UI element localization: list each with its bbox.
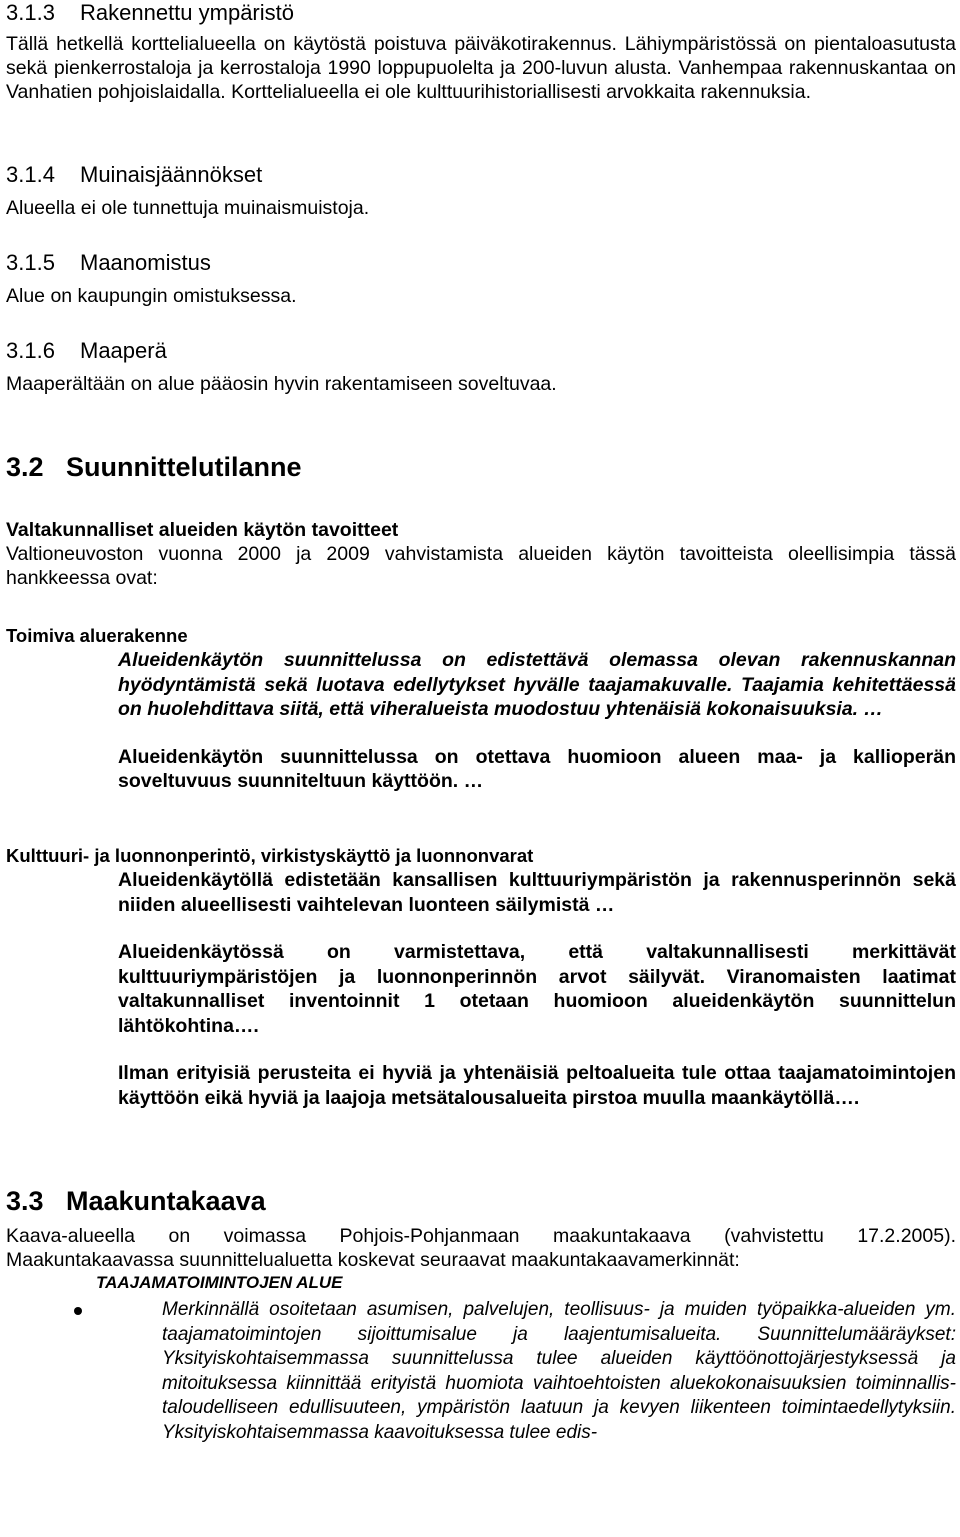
group1-title: Toimiva aluerakenne [6, 625, 188, 646]
bullet-icon [74, 1307, 82, 1315]
paragraph-vat-intro: Valtioneuvoston vuonna 2000 ja 2009 vahvistamista alueiden käytön tavoitteista oleellisimpia tässä hankkeessa ovat: [6, 543, 956, 589]
group2-quote-3: Ilman erityisiä perusteita ei hyviä ja yhtenäisiä peltoalueita tule ottaa taajamatoimintojen käyttöön eikä hyviä ja laajoja metsätalousalueita pirstoa muulla maankäytöllä…. [118, 1062, 956, 1109]
section-3-1-3 [6, 0, 956, 104]
vat-block [6, 518, 956, 590]
section-3-2 [6, 451, 956, 483]
heading-3-1-6: 3.1.6 Maaperä [6, 338, 167, 363]
paragraph-maapera: Maaperältään on alue pääosin hyvin rakentamiseen soveltuvaa. [6, 373, 557, 395]
section-3-3 [6, 1185, 956, 1445]
paragraph-muinais: Alueella ei ole tunnettuja muinaismuistoja. [6, 197, 370, 219]
group2-title: Kulttuuri- ja luonnonperintö, virkistyskäyttö ja luonnonvarat [6, 845, 534, 866]
group2-quote-1: Alueidenkäytöllä edistetään kansallisen kulttuuriympäristön ja rakennusperinnön sekä niiden alueellisesti vaihtelevan luonteen säilymistä … [118, 869, 956, 916]
group-toimiva-aluerakenne [6, 624, 956, 794]
heading-3-1-5: 3.1.5 Maanomistus [6, 250, 211, 275]
group2-quote-2: Alueidenkäytössä on varmistettava, että valtakunnallisesti merkittävät kulttuuriympäristöjen ja luonnonperinnön arvot säilyvät. Viranomaisten laatimat valtakunnalliset inventoinnit 1 otetaan huomioon alueidenkäytön suunnittelun lähtökohtina…. [118, 941, 956, 1037]
group1-quote-1: Alueidenkäytön suunnittelussa on edistettävä olemassa olevan rakennuskannan hyödyntämistä sekä luotava edellytykset hyvälle taajamakuvalle. Taajamia kehitettäessä on huolehdittava siitä, että viheralueista muodostuu yhtenäisiä kokonaisuuksia. … [118, 649, 956, 720]
group-kulttuuri [6, 844, 956, 1110]
section-3-1-6 [6, 338, 956, 396]
heading-3-2: 3.2 Suunnittelutilanne [6, 452, 302, 482]
subheading-vat: Valtakunnalliset alueiden käytön tavoitteet [6, 519, 399, 541]
group1-quote-2: Alueidenkäytön suunnittelussa on otettava huomioon alueen maa- ja kallioperän soveltuvuus suunniteltuun käyttöön. … [118, 745, 956, 792]
paragraph-maakuntakaava: Kaava-alueella on voimassa Pohjois-Pohjanmaan maakuntakaava (vahvistettu 17.2.2005). Maakuntakaavassa suunnittelualuetta koskevat seuraavat maakuntakaavamerkinnät: [6, 1225, 956, 1271]
section-3-1-5 [6, 250, 956, 308]
heading-3-1-4: 3.1.4 Muinaisjäännökset [6, 162, 263, 187]
heading-3-3: 3.3 Maakuntakaava [6, 1186, 266, 1216]
bullet-text: Merkinnällä osoitetaan asumisen, palvelujen, teollisuus- ja muiden työpaikka-alueiden ym. taajamatoimintojen sijoittumisalue ja laajentumisalueita. Suunnittelumääräykset: Yksityiskohtaisemmassa suunnittelussa tulee alueiden käyttöönottojärjestyksessä ja mitoituksessa kiinnittää erityistä huomiota vaihtoehtoisten aluekokonaisuuksien toiminnallis-taloudelliseen edullisuuteen, ympäristön laatuun ja kevyen liikenteen toimintaedellytyksiin. Yksityiskohtaisemmassa kaavoituksessa tulee edis- [162, 1299, 956, 1443]
section-3-1-4 [6, 162, 956, 220]
heading-3-1-3: 3.1.3 Rakennettu ympäristö [6, 0, 294, 25]
list-item [74, 1298, 956, 1445]
paragraph-rakennettu: Tällä hetkellä korttelialueella on käytöstä poistuva päiväkotirakennus. Lähiympäristössä on pientaloasutusta sekä pienkerrostaloja ja kerrostaloja 1990 loppupuolelta ja 200-luvun alusta. Vanhempaa rakennuskantaa on Vanhatien pohjoislaidalla. Korttelialueella ei ole kulttuurihistoriallisesti arvokkaita rakennuksia. [6, 33, 956, 103]
paragraph-maanomistus: Alue on kaupungin omistuksessa. [6, 285, 297, 307]
subheading-taajama: TAAJAMATOIMINTOJEN ALUE [96, 1273, 343, 1292]
